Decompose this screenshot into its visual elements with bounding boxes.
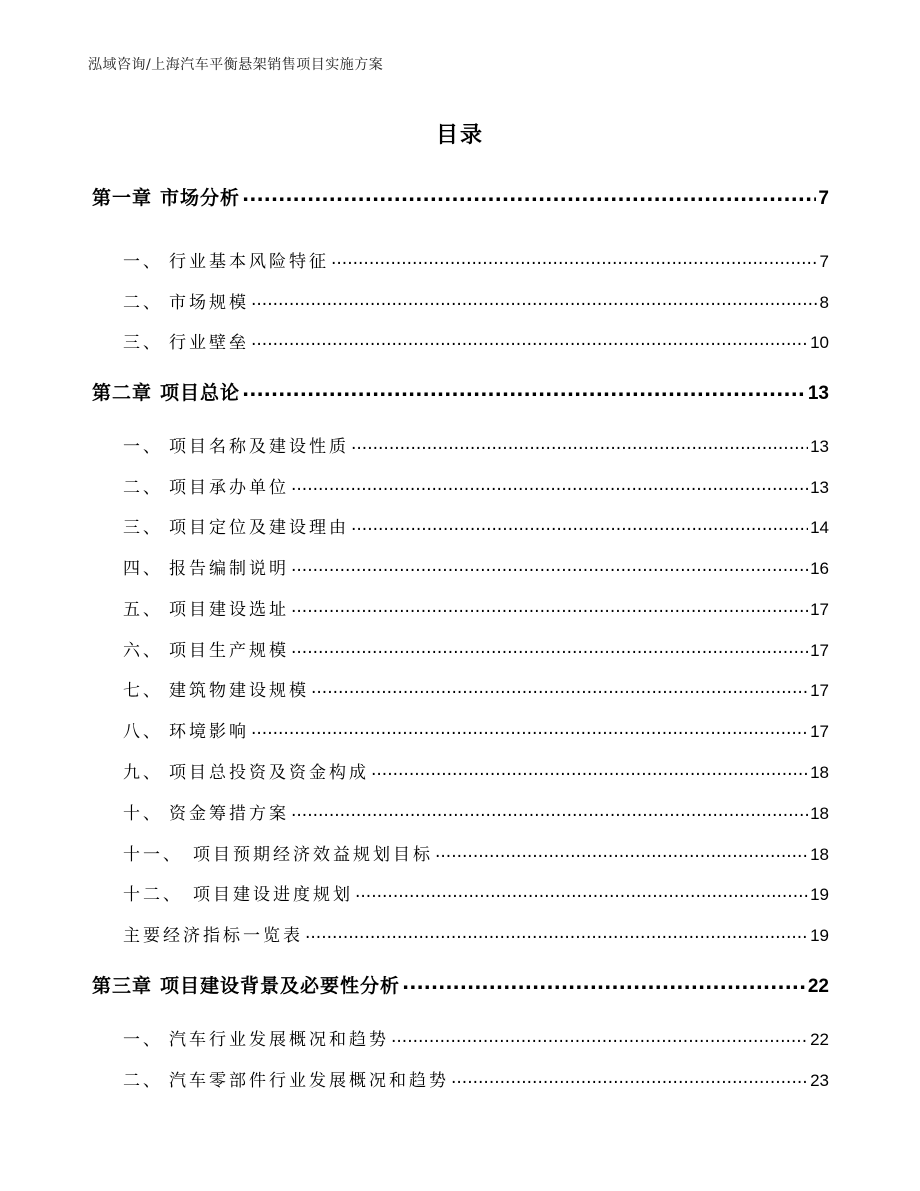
toc-title: 目录 (435, 123, 484, 148)
dot-leader (402, 973, 806, 992)
section-number: 三、 (123, 333, 163, 353)
toc-chapter-entry[interactable] (92, 183, 829, 210)
chapter-title: 项目建设背景及必要性分析 (160, 975, 401, 997)
page-number: 17 (810, 681, 829, 700)
section-number: 四、 (123, 559, 163, 579)
dot-leader (251, 720, 808, 737)
dot-leader (291, 557, 808, 574)
toc-section-entry[interactable] (123, 717, 829, 742)
dot-leader (451, 1069, 808, 1086)
section-title: 汽车行业发展概况和趋势 (169, 1030, 389, 1050)
section-title: 环境影响 (169, 722, 249, 742)
page-number: 10 (810, 333, 829, 352)
section-title: 市场规模 (169, 293, 249, 313)
dot-leader (242, 185, 816, 204)
dot-leader (251, 331, 808, 348)
toc-section-entry[interactable] (123, 1025, 829, 1050)
page-number: 17 (810, 641, 829, 660)
toc-section-entry[interactable] (123, 1066, 829, 1091)
section-number: 一、 (123, 252, 163, 272)
section-title: 资金筹措方案 (169, 804, 289, 824)
toc-section-entry[interactable] (123, 554, 829, 579)
section-number: 七、 (123, 681, 163, 701)
page-number: 13 (807, 383, 829, 404)
page-number: 13 (810, 437, 829, 456)
section-number: 一、 (123, 437, 163, 457)
toc-section-entry[interactable] (123, 247, 829, 272)
page-number: 13 (810, 478, 829, 497)
page-number: 22 (807, 976, 829, 997)
dot-leader (291, 476, 808, 493)
section-title: 项目生产规模 (169, 641, 289, 661)
section-number: 十一、 (123, 845, 183, 865)
toc-section-entry[interactable] (123, 799, 829, 824)
toc-chapter-entry[interactable] (92, 378, 829, 405)
section-number: 二、 (123, 1071, 163, 1091)
dot-leader (291, 639, 808, 656)
page-number: 8 (819, 293, 829, 312)
page-number: 18 (810, 804, 829, 823)
section-number: 二、 (123, 293, 163, 313)
section-title: 项目预期经济效益规划目标 (193, 845, 433, 865)
section-title: 行业壁垒 (169, 333, 249, 353)
dot-leader (355, 883, 808, 900)
dot-leader (311, 679, 808, 696)
section-title: 报告编制说明 (169, 559, 289, 579)
page-number: 7 (818, 188, 829, 209)
section-number: 十、 (123, 804, 163, 824)
dot-leader (371, 761, 808, 778)
section-title: 项目建设进度规划 (193, 885, 353, 905)
section-title: 项目建设选址 (169, 600, 289, 620)
section-number: 一、 (123, 1030, 163, 1050)
dot-leader (291, 802, 808, 819)
dot-leader (242, 380, 806, 399)
toc-section-entry[interactable] (123, 676, 829, 701)
section-number: 三、 (123, 518, 163, 538)
section-number: 五、 (123, 600, 163, 620)
chapter-title: 市场分析 (160, 187, 241, 209)
toc-section-entry[interactable] (123, 921, 829, 946)
section-title: 项目承办单位 (169, 478, 289, 498)
page-number: 16 (810, 559, 829, 578)
chapter-number: 第二章 (92, 382, 153, 404)
toc-section-entry[interactable] (123, 288, 829, 313)
running-header: 泓域咨询/上海汽车平衡悬架销售项目实施方案 (88, 57, 384, 73)
page-number: 23 (810, 1071, 829, 1090)
dot-leader (435, 843, 808, 860)
section-number: 六、 (123, 641, 163, 661)
toc-section-entry[interactable] (123, 473, 829, 498)
dot-leader (251, 291, 818, 308)
section-title: 建筑物建设规模 (169, 681, 309, 701)
section-number: 二、 (123, 478, 163, 498)
toc-section-entry[interactable] (123, 513, 829, 538)
page-number: 17 (810, 722, 829, 741)
chapter-number: 第一章 (92, 187, 153, 209)
toc-section-entry[interactable] (123, 432, 829, 457)
dot-leader (351, 516, 808, 533)
section-number: 十二、 (123, 885, 183, 905)
section-title: 汽车零部件行业发展概况和趋势 (169, 1071, 449, 1091)
toc-chapter-entry[interactable] (92, 971, 829, 998)
section-title: 主要经济指标一览表 (123, 926, 303, 946)
page-number: 18 (810, 763, 829, 782)
page-number: 22 (810, 1030, 829, 1049)
page-number: 7 (819, 252, 829, 271)
section-number: 八、 (123, 722, 163, 742)
section-title: 项目名称及建设性质 (169, 437, 349, 457)
section-title: 行业基本风险特征 (169, 252, 329, 272)
page-number: 19 (810, 926, 829, 945)
chapter-title: 项目总论 (160, 382, 241, 404)
toc-section-entry[interactable] (123, 636, 829, 661)
page-number: 18 (810, 845, 829, 864)
toc-section-entry[interactable] (123, 328, 829, 353)
chapter-number: 第三章 (92, 975, 153, 997)
dot-leader (305, 924, 808, 941)
page-number: 19 (810, 885, 829, 904)
section-number: 九、 (123, 763, 163, 783)
section-title: 项目总投资及资金构成 (169, 763, 369, 783)
toc-section-entry[interactable] (123, 880, 829, 905)
dot-leader (351, 435, 808, 452)
toc-section-entry[interactable] (123, 758, 829, 783)
dot-leader (331, 250, 818, 267)
section-title: 项目定位及建设理由 (169, 518, 349, 538)
dot-leader (391, 1028, 808, 1045)
page-number: 14 (810, 518, 829, 537)
dot-leader (291, 598, 808, 615)
toc-section-entry[interactable] (123, 840, 829, 865)
toc-section-entry[interactable] (123, 595, 829, 620)
page-number: 17 (810, 600, 829, 619)
